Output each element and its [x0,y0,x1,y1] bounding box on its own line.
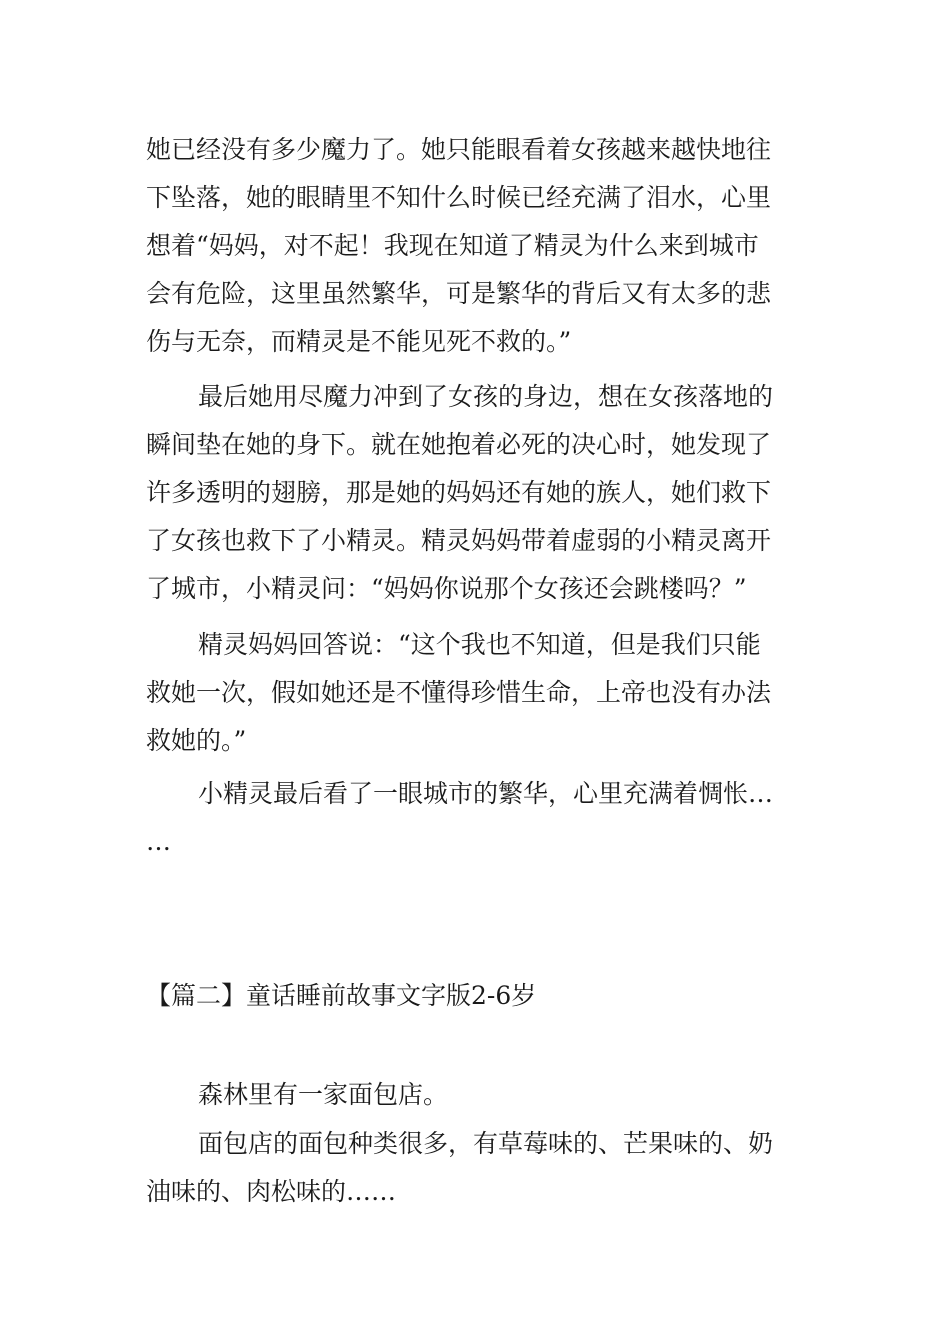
text-line: 想着“妈妈，对不起！我现在知道了精灵为什么来到城市 [146,231,759,260]
text-line: 许多透明的翅膀，那是她的妈妈还有她的族人，她们救下 [146,478,772,507]
text-line: 油味的、肉松味的…… [146,1177,397,1206]
paragraph [146,1071,806,1119]
section-heading-text: 【篇二】童话睡前故事文字版2-6岁 [146,981,537,1010]
paragraph [146,126,806,366]
text-line: 救她一次，假如她还是不懂得珍惜生命，上帝也没有办法 [146,678,772,707]
text-line: 瞬间垫在她的身下。就在她抱着必死的决心时，她发现了 [146,430,772,459]
text-line: 面包店的面包种类很多，有草莓味的、芒果味的、奶 [198,1129,774,1158]
paragraph [146,770,806,866]
text-line: … [146,827,171,856]
text-line: 最后她用尽魔力冲到了女孩的身边，想在女孩落地的 [198,382,774,411]
text-line: 伤与无奈，而精灵是不能见死不救的。” [146,327,572,356]
text-line: 救她的。” [146,726,247,755]
text-line: 她已经没有多少魔力了。她只能眼看着女孩越来越快地往 [146,135,772,164]
text-line: 下坠落，她的眼睛里不知什么时候已经充满了泪水，心里 [146,183,772,212]
paragraph [146,621,806,765]
text-line: 小精灵最后看了一眼城市的繁华，心里充满着惆怅… [198,779,774,808]
section-heading [146,972,806,1020]
text-line: 森林里有一家面包店。 [198,1080,449,1109]
text-line: 了女孩也救下了小精灵。精灵妈妈带着虚弱的小精灵离开 [146,526,772,555]
text-line: 了城市，小精灵问：“妈妈你说那个女孩还会跳楼吗？” [146,574,747,603]
paragraph [146,1120,806,1216]
paragraph [146,373,806,613]
text-line: 精灵妈妈回答说：“这个我也不知道，但是我们只能 [198,630,761,659]
text-line: 会有危险，这里虽然繁华，可是繁华的背后又有太多的悲 [146,279,772,308]
